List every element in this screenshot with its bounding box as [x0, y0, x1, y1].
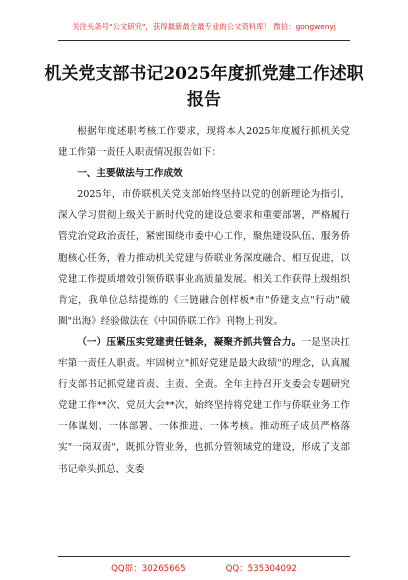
footer [0, 562, 408, 574]
section-heading: 一、主要做法与工作成效 [77, 168, 183, 180]
subsection-text: 一是坚决扛牢第一责任人职责。牢固树立"抓好党建是最大政绩"的理念，认真履行支部书记抓党建首责、主责、全责。全年主持召开支委会专题研究党建工作**次、党员大会**次，始终坚持将党建工作与侨联业务工作一体谋划、一体部署、一体推进、一体考核。推动班子成员严格落实"一岗双责"，既抓分管业务，也抓分管领域党的建设，形成了支部书记牵头抓总、支委 [58, 336, 351, 475]
header-banner: 关注头条号"公文研究"，获得最新最全最专业的公文资料库！ 微信：gongwenyj [72, 22, 336, 31]
body-paragraph: 2025年，市侨联机关党支部始终坚持以党的创新理论为指引，深入学习贯彻上级关于新时代党的建设总要求和重要部署，严格履行管党治党政治责任，紧密围绕市委中心工作，聚焦建设队伍、服务侨胞核心任务，着力推动机关党建与侨联业务深度融合、相互促进，以党建工作提质增效引领侨联事业高质量发展。相关工作获得上级组织肯定，我单位总结提炼的《三链融合创样板*市"侨建支点"行动"破圈"出海》经验做法在《中国侨联工作》刊物上刊发。 [58, 189, 350, 327]
footer-qq-group: QQ群：30265665 [111, 564, 186, 574]
document-body [58, 121, 350, 480]
header-rule [58, 40, 350, 41]
subsection-heading: （一）压紧压实党建责任链条，凝聚齐抓共管合力。 [77, 336, 302, 348]
footer-qq: QQ：535304092 [225, 564, 297, 574]
document-title: 机关党支部书记2025年度抓党建工作述职报告 [44, 64, 364, 110]
intro-paragraph: 根据年度述职考核工作要求，现将本人2025年度履行抓机关党建工作第一责任人职责情况报告如下： [58, 126, 350, 159]
footer-rule [58, 556, 350, 557]
subsection-paragraph [58, 332, 350, 480]
